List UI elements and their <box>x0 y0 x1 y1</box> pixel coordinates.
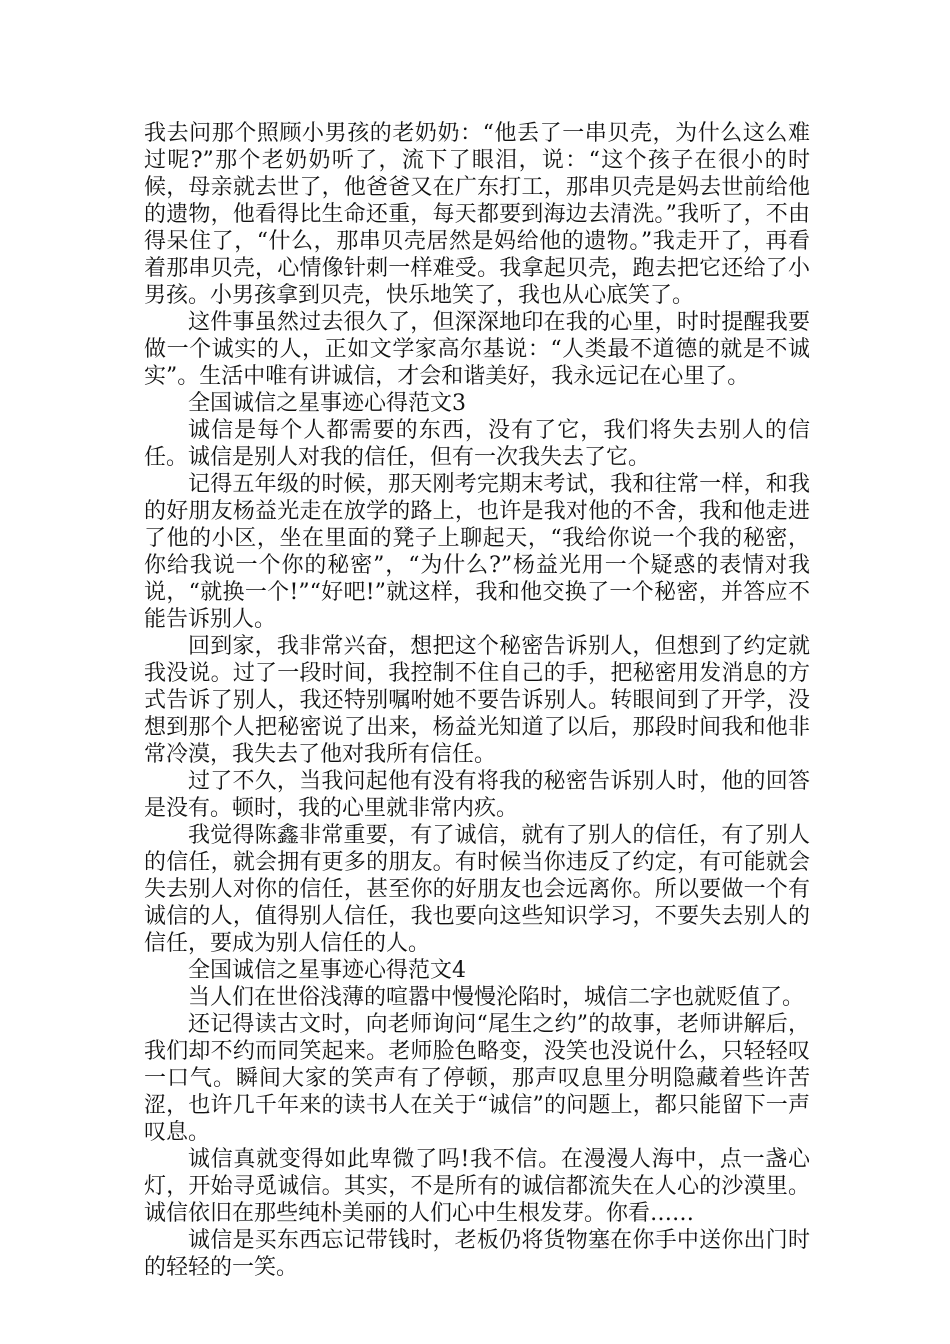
paragraph-devalued: 当人们在世俗浅薄的喧嚣中慢慢沦陷时，城信二字也就贬值了。 <box>188 985 805 1010</box>
paragraph-shopkeeper-smile: 诚信是买东西忘记带钱时，老板仍将货物塞在你手中送你出门时的轻轻的一笑。 <box>144 1228 810 1280</box>
section-heading-3: 全国诚信之星事迹心得范文3 <box>188 391 466 416</box>
document-page <box>144 120 810 1281</box>
paragraph-search-honesty: 诚信真就变得如此卑微了吗!我不信。在漫漫人海中，点一盏心灯，开始寻觅诚信。其实，不是所有的诚信都流失在人心的沙漠里。诚信依旧在那些纯朴美丽的人们心中生根发芽。你看…… <box>144 1147 810 1226</box>
paragraph-reflection: 我觉得陈鑫非常重要，有了诚信，就有了别人的信任，有了别人的信任，就会拥有更多的朋友。有时候当你违反了约定，有可能就会失去别人对你的信任，甚至你的好朋友也会远离你。所以要做一个有诚信的人，值得别人信任，我也要向这些知识学习，不要失去别人的信任，要成为别人信任的人。 <box>144 823 810 956</box>
paragraph-honesty-lesson: 这件事虽然过去很久了，但深深地印在我的心里，时时提醒我要做一个诚实的人，正如文学家高尔基说：“人类最不道德的就是不诚实”。生活中唯有讲诚信，才会和谐美好，我永远记在心里了。 <box>144 310 810 389</box>
paragraph-weisheng-story: 还记得读古文时，向老师询问“尾生之约”的故事，老师讲解后，我们却不约而同笑起来。老师脸色略变，没笑也没说什么，只轻轻叹一口气。瞬间大家的笑声有了停顿，那声叹息里分明隐藏着些许苦涩，也许几千年来的读书人在关于“诚信”的问题上，都只能留下一声叹息。 <box>144 1012 810 1145</box>
section-heading-4: 全国诚信之星事迹心得范文4 <box>188 958 466 983</box>
paragraph-broken-promise: 回到家，我非常兴奋，想把这个秘密告诉别人，但想到了约定就我没说。过了一段时间，我控制不住自己的手，把秘密用发消息的方式告诉了别人，我还特别嘱咐她不要告诉别人。转眼间到了开学，没想到那个人把秘密说了出来，杨益光知道了以后，那段时间我和他非常冷漠，我失去了他对我所有信任。 <box>144 634 810 767</box>
paragraph-seashell-story: 我去问那个照顾小男孩的老奶奶：“他丢了一串贝壳，为什么这么难过呢?”那个老奶奶听了，流下了眼泪，说：“这个孩子在很小的时候，母亲就去世了，他爸爸又在广东打工，那串贝壳是妈去世前给他的遗物，他看得比生命还重，每天都要到海边去清洗。”我听了，不由得呆住了，“什么，那串贝壳居然是妈给他的遗物。”我走开了，再看着那串贝壳，心情像针刺一样难受。我拿起贝壳，跑去把它还给了小男孩。小男孩拿到贝壳，快乐地笑了，我也从心底笑了。 <box>144 121 810 308</box>
paragraph-secret-exchange: 记得五年级的时候，那天刚考完期末考试，我和往常一样，和我的好朋友杨益光走在放学的路上，也许是我对他的不舍，我和他走进了他的小区，坐在里面的凳子上聊起天，“我给你说一个我的秘密，你给我说一个你的秘密”，“为什么?”杨益光用一个疑惑的表情对我说，“就换一个!”“好吧!”就这样，我和他交换了一个秘密，并答应不能告诉别人。 <box>144 472 810 632</box>
paragraph-guilt: 过了不久，当我问起他有没有将我的秘密告诉别人时，他的回答是没有。顿时，我的心里就非常内疚。 <box>144 769 810 821</box>
paragraph-trust-intro: 诚信是每个人都需要的东西，没有了它，我们将失去别人的信任。诚信是别人对我的信任，但有一次我失去了它。 <box>144 418 810 470</box>
